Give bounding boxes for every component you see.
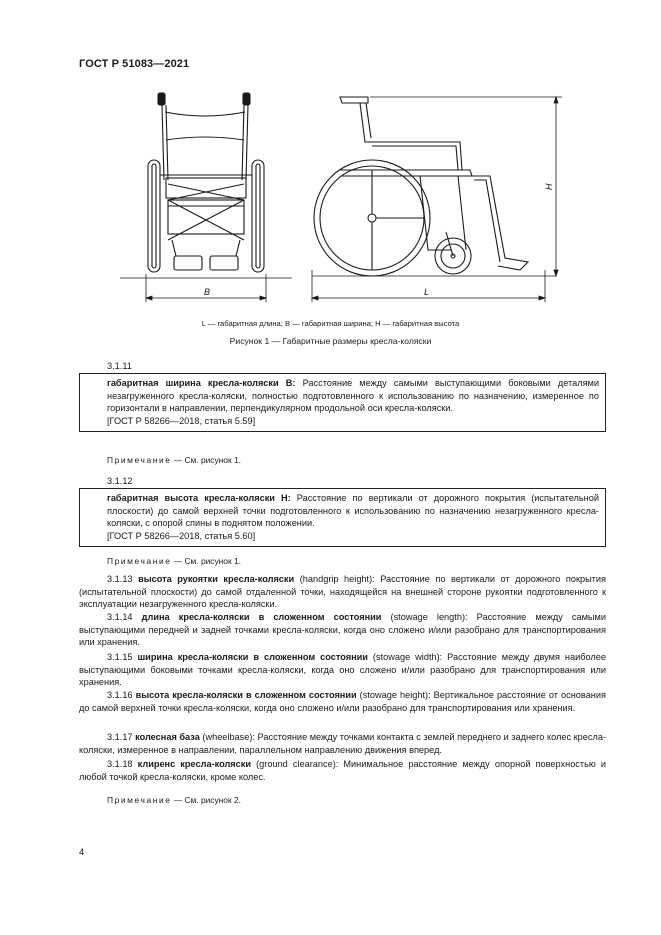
figure-legend: L — габаритная длина; B — габаритная ширина; H — габаритная высота [201, 319, 460, 328]
reference-3-1-12: [ГОСТ Р 58266—2018, статья 5.60] [107, 531, 256, 542]
document-header: ГОСТ Р 51083—2021 [79, 58, 190, 70]
paragraph-3-1-18: 3.1.18 клиренс кресла-коляски (ground clearance): Минимальное расстояние между опорной поверхностью и любой точкой кресла-коляски, кроме колес. [79, 759, 606, 782]
note-3-1-11: Примечание — См. рисунок 1. [107, 455, 241, 465]
term-3-1-12: габаритная высота кресла-коляски H: [107, 493, 291, 503]
paragraph-3-1-13: 3.1.13 высота рукоятки кресла-коляски (handgrip height): Расстояние по вертикали от дорожного покрытия (испытательной плоскости) до самой отдаленной точки, находящейся на внешней стороне рукоятки подготовленного к эксплуатации незагруженного кресла-коляски. [79, 574, 606, 610]
section-number-3-1-11: 3.1.11 [107, 361, 132, 371]
section-number-3-1-12: 3.1.12 [107, 476, 133, 486]
dim-b-label: B [204, 287, 211, 297]
dim-l-label: L [424, 287, 430, 297]
definition-box-3-1-11 [79, 373, 606, 432]
side-view-dimension-l [312, 270, 545, 302]
definition-box-3-1-12 [79, 488, 606, 547]
note-3-1-12: Примечание — См. рисунок 1. [107, 556, 241, 566]
paragraph-3-1-14: 3.1.14 длина кресла-коляски в сложенном состоянии (stowage length): Расстояние между самыми выступающими передней и задней точками кресла-коляски, когда оно сложено и/или разобрано для транспортирования или хранения. [79, 612, 606, 648]
front-view-wheelchair [148, 93, 264, 272]
dim-h-label: H [544, 183, 554, 190]
definition-3-1-12: Расстояние по вертикали от дорожного покрытия (испытательной плоскости) до самой верхней точки подготовленного к использованию по назначению незагруженного кресла-коляски, с опорой спины в поднятом положении. [107, 493, 599, 529]
figure-1-wheelchair-dimensions [0, 0, 661, 320]
definition-3-1-11: Расстояние между самыми выступающими боковыми деталями незагруженного кресла-коляски, полностью подготовленного к использованию по назначению, измеренное по горизонтали в направлении, перпендикулярном продольной оси кресла-коляски. [107, 378, 600, 414]
side-view-wheelchair [314, 97, 528, 276]
term-3-1-11: габаритная ширина кресла-коляски B: [107, 378, 296, 388]
figure-caption: Рисунок 1 — Габаритные размеры кресла-коляски [229, 336, 432, 346]
paragraph-3-1-17: 3.1.17 колесная база (wheelbase): Расстояние между точками контакта с землей переднего и заднего колес кресла-коляски, измеренное в направлении, параллельном направлению движения вперед. [79, 732, 606, 755]
reference-3-1-11: [ГОСТ Р 58266—2018, статья 5.59] [107, 416, 256, 427]
note-3-1-18: Примечание — См. рисунок 2. [107, 795, 241, 805]
page-number: 4 [79, 847, 85, 858]
paragraph-3-1-16: 3.1.16 высота кресла-коляски в сложенном состоянии (stowage height): Вертикальное расстояние от основания до самой верхней точки кресла-коляски, когда оно сложено и/или разобрано для транспортирования или хранения. [79, 690, 606, 713]
paragraph-3-1-15: 3.1.15 ширина кресла-коляски в сложенном состоянии (stowage width): Расстояние между двумя наиболее выступающими боковыми точками кресла-коляски, когда оно сложено и/или разобрано для транспортирования или хранения. [79, 652, 606, 688]
